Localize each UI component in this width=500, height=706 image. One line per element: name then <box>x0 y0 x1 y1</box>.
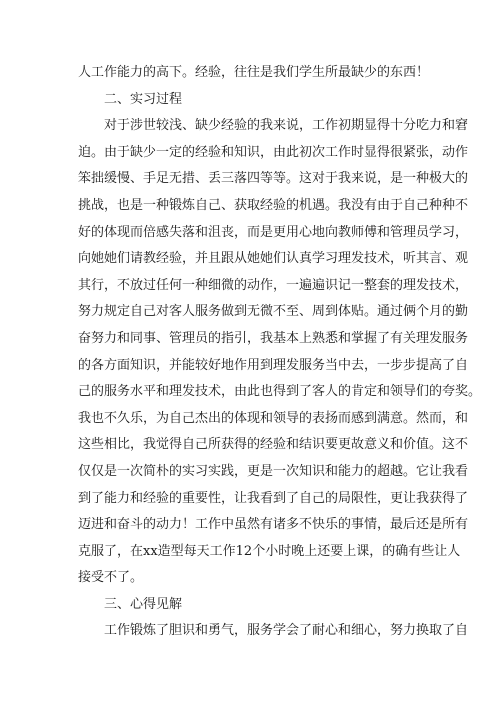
text-line: 这些相比，我觉得自己所获得的经验和结识要更故意义和价值。这不 <box>78 437 469 453</box>
text-line: 努力规定自己对客人服务做到无微不至、周到体贴。通过俩个月的勤 <box>78 304 469 320</box>
text-line: 奋努力和同事、管理员的指引，我基本上熟悉和掌握了有关理发服务 <box>78 330 469 346</box>
text-line: 笨拙缓慢、手足无措、丢三落四等等。这对于我来说，是一种极大的 <box>78 171 469 187</box>
text-line: 迫。由于缺少一定的经验和知识，由此初次工作时显得很紧张，动作 <box>78 144 469 160</box>
section-heading-internship-process: 二、实习过程 <box>104 91 183 107</box>
text-line: 接受不了。 <box>78 570 144 586</box>
paragraph-first-line: 工作锻炼了胆识和勇气，服务学会了耐心和细心，努力换取了自 <box>104 623 469 639</box>
text-line: 到了能力和经验的重要性，让我看到了自己的局限性，更让我获得了 <box>78 490 469 506</box>
text-line: 向她她们请教经验，并且跟从她她们认真学习理发技术，听其言、观 <box>78 251 469 267</box>
text-line: 挑战，也是一种锻炼自己、获取经验的机遇。我没有由于自己种种不 <box>78 197 469 213</box>
section-heading-insights: 三、心得见解 <box>104 596 183 612</box>
paragraph-first-line: 对于涉世较浅、缺少经验的我来说，工作初期显得十分吃力和窘 <box>104 118 469 134</box>
text-line: 人工作能力的高下。经验，往往是我们学生所最缺少的东西！ <box>78 65 430 80</box>
text-line: 我也不久乐，为自己杰出的体现和领导的表扬而感到满意。然而，和 <box>78 410 469 426</box>
text-line: 其行，不放过任何一种细微的动作，一遍遍识记一整套的理发技术， <box>78 277 469 293</box>
text-line: 的各方面知识，并能较好地作用到理发服务当中去，一步步提高了自 <box>78 357 469 373</box>
text-line: 好的体现而倍感失落和沮丧，而是更用心地向教师傅和管理员学习， <box>78 224 469 240</box>
text-line: 克服了，在xx造型每天工作12个小时晚上还要上课，的确有些让人 <box>78 543 461 559</box>
body-text <box>78 60 482 645</box>
text-line: 仅仅是一次简朴的实习实践，更是一次知识和能力的超越。它让我看 <box>78 463 469 479</box>
text-line: 己的服务水平和理发技术，由此也得到了客人的肯定和领导们的夸奖。 <box>78 384 482 400</box>
text-line: 迈进和奋斗的动力！工作中虽然有诸多不快乐的事情，最后还是所有 <box>78 517 469 533</box>
